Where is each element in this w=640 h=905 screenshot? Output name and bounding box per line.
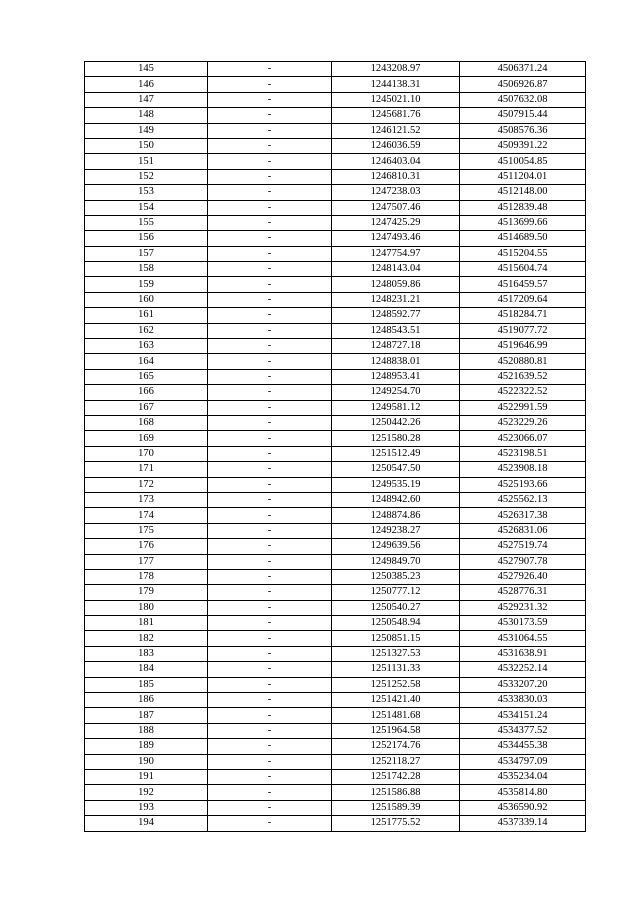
- dash-cell: -: [208, 169, 332, 184]
- y-coordinate-cell: 4528776.31: [460, 585, 586, 600]
- point-number-cell: 160: [85, 292, 208, 307]
- y-coordinate-cell: 4510054.85: [460, 154, 586, 169]
- x-coordinate-cell: 1252118.27: [332, 754, 460, 769]
- x-coordinate-cell: 1249639.56: [332, 539, 460, 554]
- table-row: [85, 169, 586, 184]
- point-number-cell: 192: [85, 785, 208, 800]
- y-coordinate-cell: 4523066.07: [460, 431, 586, 446]
- dash-cell: -: [208, 616, 332, 631]
- y-coordinate-cell: 4526317.38: [460, 508, 586, 523]
- x-coordinate-cell: 1250851.15: [332, 631, 460, 646]
- x-coordinate-cell: 1251421.40: [332, 693, 460, 708]
- x-coordinate-cell: 1250547.50: [332, 462, 460, 477]
- point-number-cell: 161: [85, 308, 208, 323]
- x-coordinate-cell: 1246036.59: [332, 138, 460, 153]
- y-coordinate-cell: 4507632.08: [460, 92, 586, 107]
- point-number-cell: 151: [85, 154, 208, 169]
- y-coordinate-cell: 4529231.32: [460, 600, 586, 615]
- coordinates-table-body: [85, 62, 586, 832]
- dash-cell: -: [208, 739, 332, 754]
- dash-cell: -: [208, 677, 332, 692]
- x-coordinate-cell: 1244138.31: [332, 77, 460, 92]
- dash-cell: -: [208, 108, 332, 123]
- dash-cell: -: [208, 492, 332, 507]
- y-coordinate-cell: 4533207.20: [460, 677, 586, 692]
- point-number-cell: 171: [85, 462, 208, 477]
- y-coordinate-cell: 4523229.26: [460, 415, 586, 430]
- point-number-cell: 157: [85, 246, 208, 261]
- y-coordinate-cell: 4517209.64: [460, 292, 586, 307]
- x-coordinate-cell: 1251580.28: [332, 431, 460, 446]
- x-coordinate-cell: 1250777.12: [332, 585, 460, 600]
- x-coordinate-cell: 1247754.97: [332, 246, 460, 261]
- x-coordinate-cell: 1247425.29: [332, 215, 460, 230]
- table-row: [85, 662, 586, 677]
- table-row: [85, 231, 586, 246]
- dash-cell: -: [208, 369, 332, 384]
- x-coordinate-cell: 1252174.76: [332, 739, 460, 754]
- table-row: [85, 708, 586, 723]
- y-coordinate-cell: 4527907.78: [460, 554, 586, 569]
- y-coordinate-cell: 4535814.80: [460, 785, 586, 800]
- y-coordinate-cell: 4522322.52: [460, 385, 586, 400]
- point-number-cell: 163: [85, 339, 208, 354]
- dash-cell: -: [208, 816, 332, 831]
- table-row: [85, 277, 586, 292]
- dash-cell: -: [208, 800, 332, 815]
- table-row: [85, 477, 586, 492]
- table-row: [85, 739, 586, 754]
- y-coordinate-cell: 4518284.71: [460, 308, 586, 323]
- point-number-cell: 188: [85, 723, 208, 738]
- table-row: [85, 569, 586, 584]
- dash-cell: -: [208, 231, 332, 246]
- y-coordinate-cell: 4513699.66: [460, 215, 586, 230]
- x-coordinate-cell: 1251131.33: [332, 662, 460, 677]
- point-number-cell: 147: [85, 92, 208, 107]
- y-coordinate-cell: 4512839.48: [460, 200, 586, 215]
- y-coordinate-cell: 4536590.92: [460, 800, 586, 815]
- dash-cell: -: [208, 138, 332, 153]
- dash-cell: -: [208, 569, 332, 584]
- table-row: [85, 508, 586, 523]
- dash-cell: -: [208, 400, 332, 415]
- y-coordinate-cell: 4525193.66: [460, 477, 586, 492]
- y-coordinate-cell: 4535234.04: [460, 769, 586, 784]
- point-number-cell: 179: [85, 585, 208, 600]
- table-row: [85, 431, 586, 446]
- table-row: [85, 200, 586, 215]
- dash-cell: -: [208, 631, 332, 646]
- y-coordinate-cell: 4522991.59: [460, 400, 586, 415]
- point-number-cell: 152: [85, 169, 208, 184]
- y-coordinate-cell: 4515204.55: [460, 246, 586, 261]
- point-number-cell: 168: [85, 415, 208, 430]
- table-row: [85, 816, 586, 831]
- dash-cell: -: [208, 308, 332, 323]
- x-coordinate-cell: 1248231.21: [332, 292, 460, 307]
- y-coordinate-cell: 4516459.57: [460, 277, 586, 292]
- y-coordinate-cell: 4506926.87: [460, 77, 586, 92]
- x-coordinate-cell: 1246403.04: [332, 154, 460, 169]
- point-number-cell: 177: [85, 554, 208, 569]
- dash-cell: -: [208, 77, 332, 92]
- table-row: [85, 585, 586, 600]
- point-number-cell: 176: [85, 539, 208, 554]
- dash-cell: -: [208, 200, 332, 215]
- table-row: [85, 400, 586, 415]
- table-row: [85, 446, 586, 461]
- point-number-cell: 159: [85, 277, 208, 292]
- y-coordinate-cell: 4526831.06: [460, 523, 586, 538]
- y-coordinate-cell: 4515604.74: [460, 262, 586, 277]
- table-row: [85, 77, 586, 92]
- point-number-cell: 185: [85, 677, 208, 692]
- table-row: [85, 523, 586, 538]
- x-coordinate-cell: 1251252.58: [332, 677, 460, 692]
- table-row: [85, 323, 586, 338]
- point-number-cell: 162: [85, 323, 208, 338]
- point-number-cell: 156: [85, 231, 208, 246]
- point-number-cell: 186: [85, 693, 208, 708]
- dash-cell: -: [208, 785, 332, 800]
- x-coordinate-cell: 1248874.86: [332, 508, 460, 523]
- coordinates-table: [84, 61, 586, 832]
- point-number-cell: 154: [85, 200, 208, 215]
- point-number-cell: 193: [85, 800, 208, 815]
- dash-cell: -: [208, 339, 332, 354]
- y-coordinate-cell: 4508576.36: [460, 123, 586, 138]
- x-coordinate-cell: 1249238.27: [332, 523, 460, 538]
- point-number-cell: 172: [85, 477, 208, 492]
- x-coordinate-cell: 1247493.46: [332, 231, 460, 246]
- y-coordinate-cell: 4533830.03: [460, 693, 586, 708]
- y-coordinate-cell: 4520880.81: [460, 354, 586, 369]
- table-row: [85, 800, 586, 815]
- y-coordinate-cell: 4527519.74: [460, 539, 586, 554]
- y-coordinate-cell: 4534151.24: [460, 708, 586, 723]
- x-coordinate-cell: 1250385.23: [332, 569, 460, 584]
- point-number-cell: 190: [85, 754, 208, 769]
- table-row: [85, 185, 586, 200]
- x-coordinate-cell: 1248727.18: [332, 339, 460, 354]
- x-coordinate-cell: 1248592.77: [332, 308, 460, 323]
- y-coordinate-cell: 4534797.09: [460, 754, 586, 769]
- y-coordinate-cell: 4525562.13: [460, 492, 586, 507]
- dash-cell: -: [208, 754, 332, 769]
- x-coordinate-cell: 1245681.76: [332, 108, 460, 123]
- dash-cell: -: [208, 385, 332, 400]
- point-number-cell: 173: [85, 492, 208, 507]
- dash-cell: -: [208, 508, 332, 523]
- dash-cell: -: [208, 292, 332, 307]
- point-number-cell: 155: [85, 215, 208, 230]
- x-coordinate-cell: 1248838.01: [332, 354, 460, 369]
- table-row: [85, 462, 586, 477]
- table-row: [85, 631, 586, 646]
- point-number-cell: 178: [85, 569, 208, 584]
- dash-cell: -: [208, 185, 332, 200]
- y-coordinate-cell: 4519646.99: [460, 339, 586, 354]
- x-coordinate-cell: 1246121.52: [332, 123, 460, 138]
- y-coordinate-cell: 4531064.55: [460, 631, 586, 646]
- x-coordinate-cell: 1251742.28: [332, 769, 460, 784]
- x-coordinate-cell: 1251586.88: [332, 785, 460, 800]
- dash-cell: -: [208, 246, 332, 261]
- x-coordinate-cell: 1247507.46: [332, 200, 460, 215]
- y-coordinate-cell: 4519077.72: [460, 323, 586, 338]
- table-row: [85, 292, 586, 307]
- point-number-cell: 187: [85, 708, 208, 723]
- point-number-cell: 175: [85, 523, 208, 538]
- x-coordinate-cell: 1246810.31: [332, 169, 460, 184]
- table-row: [85, 492, 586, 507]
- table-row: [85, 339, 586, 354]
- table-row: [85, 415, 586, 430]
- point-number-cell: 183: [85, 646, 208, 661]
- table-row: [85, 123, 586, 138]
- dash-cell: -: [208, 323, 332, 338]
- table-row: [85, 539, 586, 554]
- point-number-cell: 145: [85, 62, 208, 77]
- y-coordinate-cell: 4537339.14: [460, 816, 586, 831]
- point-number-cell: 189: [85, 739, 208, 754]
- point-number-cell: 170: [85, 446, 208, 461]
- dash-cell: -: [208, 769, 332, 784]
- dash-cell: -: [208, 462, 332, 477]
- y-coordinate-cell: 4523908.18: [460, 462, 586, 477]
- point-number-cell: 165: [85, 369, 208, 384]
- point-number-cell: 182: [85, 631, 208, 646]
- x-coordinate-cell: 1248942.60: [332, 492, 460, 507]
- x-coordinate-cell: 1251327.53: [332, 646, 460, 661]
- table-row: [85, 246, 586, 261]
- point-number-cell: 146: [85, 77, 208, 92]
- x-coordinate-cell: 1245021.10: [332, 92, 460, 107]
- x-coordinate-cell: 1250540.27: [332, 600, 460, 615]
- y-coordinate-cell: 4532252.14: [460, 662, 586, 677]
- dash-cell: -: [208, 723, 332, 738]
- dash-cell: -: [208, 662, 332, 677]
- dash-cell: -: [208, 554, 332, 569]
- y-coordinate-cell: 4511204.01: [460, 169, 586, 184]
- y-coordinate-cell: 4509391.22: [460, 138, 586, 153]
- x-coordinate-cell: 1251589.39: [332, 800, 460, 815]
- table-row: [85, 262, 586, 277]
- point-number-cell: 194: [85, 816, 208, 831]
- x-coordinate-cell: 1251512.49: [332, 446, 460, 461]
- y-coordinate-cell: 4506371.24: [460, 62, 586, 77]
- dash-cell: -: [208, 539, 332, 554]
- dash-cell: -: [208, 154, 332, 169]
- dash-cell: -: [208, 446, 332, 461]
- x-coordinate-cell: 1248543.51: [332, 323, 460, 338]
- x-coordinate-cell: 1247238.03: [332, 185, 460, 200]
- dash-cell: -: [208, 123, 332, 138]
- point-number-cell: 191: [85, 769, 208, 784]
- y-coordinate-cell: 4514689.50: [460, 231, 586, 246]
- dash-cell: -: [208, 431, 332, 446]
- x-coordinate-cell: 1249849.70: [332, 554, 460, 569]
- x-coordinate-cell: 1248143.04: [332, 262, 460, 277]
- dash-cell: -: [208, 646, 332, 661]
- dash-cell: -: [208, 523, 332, 538]
- point-number-cell: 167: [85, 400, 208, 415]
- point-number-cell: 169: [85, 431, 208, 446]
- point-number-cell: 148: [85, 108, 208, 123]
- table-row: [85, 693, 586, 708]
- y-coordinate-cell: 4521639.52: [460, 369, 586, 384]
- y-coordinate-cell: 4534455.38: [460, 739, 586, 754]
- x-coordinate-cell: 1251964.58: [332, 723, 460, 738]
- dash-cell: -: [208, 92, 332, 107]
- point-number-cell: 153: [85, 185, 208, 200]
- dash-cell: -: [208, 477, 332, 492]
- x-coordinate-cell: 1249535.19: [332, 477, 460, 492]
- x-coordinate-cell: 1251481.68: [332, 708, 460, 723]
- table-row: [85, 369, 586, 384]
- x-coordinate-cell: 1251775.52: [332, 816, 460, 831]
- dash-cell: -: [208, 262, 332, 277]
- point-number-cell: 149: [85, 123, 208, 138]
- table-row: [85, 308, 586, 323]
- y-coordinate-cell: 4530173.59: [460, 616, 586, 631]
- point-number-cell: 150: [85, 138, 208, 153]
- table-row: [85, 785, 586, 800]
- y-coordinate-cell: 4507915.44: [460, 108, 586, 123]
- dash-cell: -: [208, 600, 332, 615]
- point-number-cell: 181: [85, 616, 208, 631]
- table-row: [85, 769, 586, 784]
- table-row: [85, 616, 586, 631]
- x-coordinate-cell: 1250548.94: [332, 616, 460, 631]
- dash-cell: -: [208, 693, 332, 708]
- table-row: [85, 723, 586, 738]
- table-row: [85, 138, 586, 153]
- y-coordinate-cell: 4523198.51: [460, 446, 586, 461]
- x-coordinate-cell: 1249581.12: [332, 400, 460, 415]
- table-row: [85, 754, 586, 769]
- dash-cell: -: [208, 277, 332, 292]
- dash-cell: -: [208, 585, 332, 600]
- dash-cell: -: [208, 354, 332, 369]
- table-row: [85, 385, 586, 400]
- point-number-cell: 174: [85, 508, 208, 523]
- table-row: [85, 677, 586, 692]
- table-row: [85, 215, 586, 230]
- point-number-cell: 184: [85, 662, 208, 677]
- point-number-cell: 164: [85, 354, 208, 369]
- table-row: [85, 646, 586, 661]
- y-coordinate-cell: 4527926.40: [460, 569, 586, 584]
- y-coordinate-cell: 4512148.00: [460, 185, 586, 200]
- x-coordinate-cell: 1249254.70: [332, 385, 460, 400]
- point-number-cell: 166: [85, 385, 208, 400]
- point-number-cell: 158: [85, 262, 208, 277]
- x-coordinate-cell: 1250442.26: [332, 415, 460, 430]
- table-row: [85, 92, 586, 107]
- dash-cell: -: [208, 62, 332, 77]
- point-number-cell: 180: [85, 600, 208, 615]
- table-row: [85, 108, 586, 123]
- dash-cell: -: [208, 415, 332, 430]
- table-row: [85, 154, 586, 169]
- y-coordinate-cell: 4531638.91: [460, 646, 586, 661]
- table-row: [85, 554, 586, 569]
- dash-cell: -: [208, 708, 332, 723]
- x-coordinate-cell: 1248953.41: [332, 369, 460, 384]
- table-row: [85, 62, 586, 77]
- dash-cell: -: [208, 215, 332, 230]
- y-coordinate-cell: 4534377.52: [460, 723, 586, 738]
- table-row: [85, 600, 586, 615]
- table-row: [85, 354, 586, 369]
- x-coordinate-cell: 1243208.97: [332, 62, 460, 77]
- x-coordinate-cell: 1248059.86: [332, 277, 460, 292]
